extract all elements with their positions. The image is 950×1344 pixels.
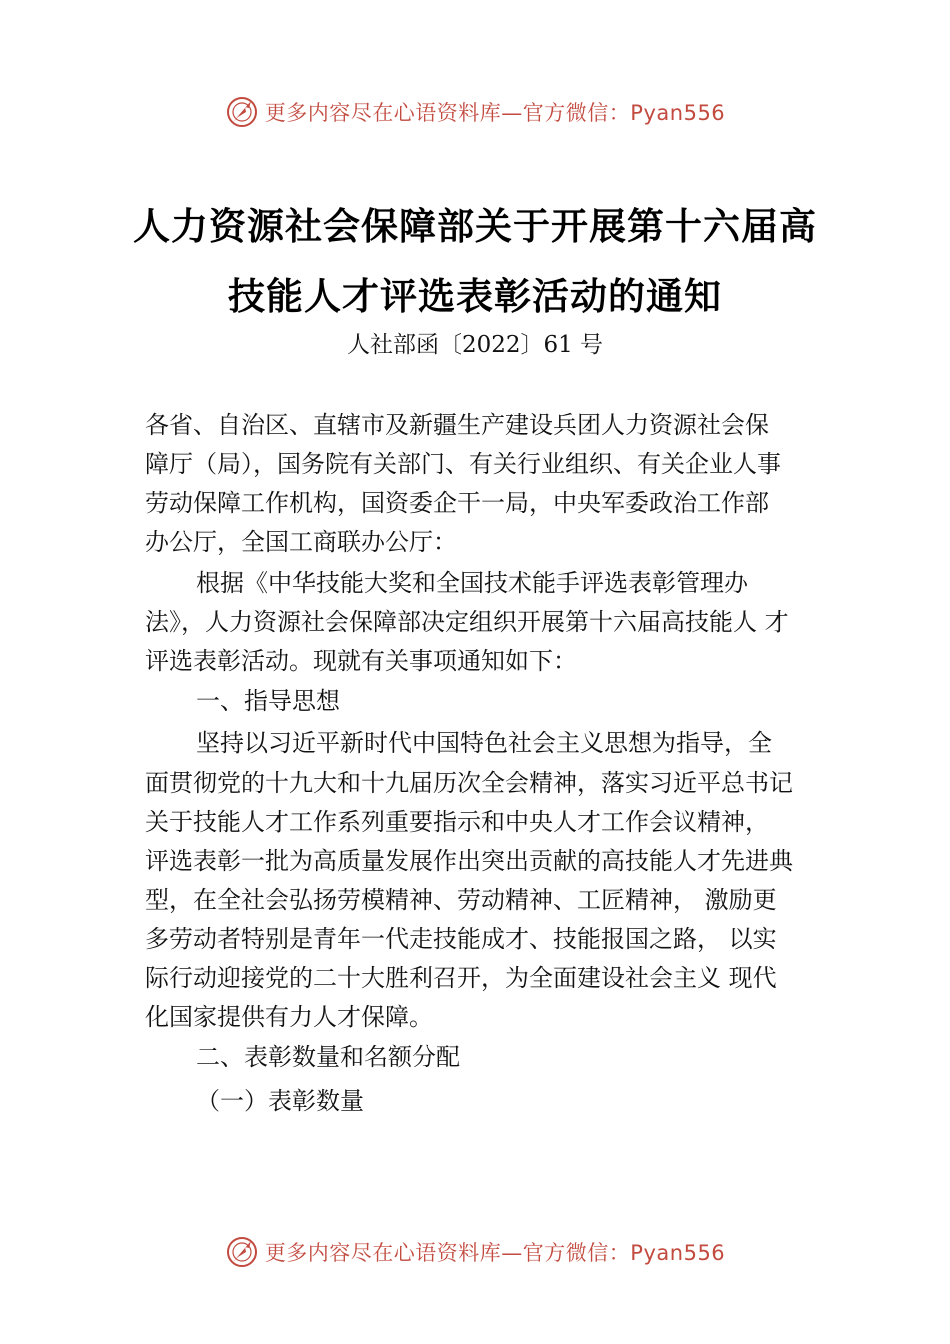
- header-watermark: [0, 92, 950, 132]
- addressee-line: 障厅（局），国务院有关部门、有关行业组织、有关企业人事: [145, 450, 781, 478]
- watermark-group: [225, 95, 725, 129]
- section1-line: 化国家提供有力人才保障。: [145, 1003, 433, 1031]
- section1-line: 多劳动者特别是青年一代走技能成才、技能报国之路， 以实: [145, 925, 777, 953]
- addressee-line: 劳动保障工作机构，国资委企干一局，中央军委政治工作部: [145, 489, 769, 517]
- quill-seal-icon: [225, 95, 259, 129]
- section1-line: 坚持以习近平新时代中国特色社会主义思想为指导，全: [196, 729, 772, 757]
- section-heading: 一、指导思想: [196, 687, 340, 715]
- quill-seal-icon: [225, 1235, 259, 1269]
- intro-line: 法》，人力资源社会保障部决定组织开展第十六届高技能人 才: [145, 608, 789, 636]
- watermark-group: [225, 1235, 725, 1269]
- document-title-line-1: 人力资源社会保障部关于开展第十六届高: [133, 204, 817, 248]
- section1-line: 评选表彰一批为高质量发展作出突出贡献的高技能人才先进典: [145, 847, 793, 875]
- addressee-line: 办公厅，全国工商联办公厅：: [145, 528, 457, 556]
- watermark-text: 更多内容尽在心语资料库—官方微信：Pyan556: [264, 101, 726, 125]
- section-heading: 二、表彰数量和名额分配: [196, 1043, 460, 1071]
- watermark-text: 更多内容尽在心语资料库—官方微信：Pyan556: [264, 1241, 726, 1265]
- footer-watermark: [0, 1232, 950, 1272]
- section1-line: 型，在全社会弘扬劳模精神、劳动精神、工匠精神， 激励更: [145, 886, 777, 914]
- document-number: 人社部函〔2022〕61 号: [346, 332, 604, 358]
- section1-line: 关于技能人才工作系列重要指示和中央人才工作会议精神，: [145, 808, 769, 836]
- intro-line: 评选表彰活动。现就有关事项通知如下：: [145, 647, 577, 675]
- section1-line: 面贯彻党的十九大和十九届历次全会精神，落实习近平总书记: [145, 769, 793, 797]
- addressee-line: 各省、自治区、直辖市及新疆生产建设兵团人力资源社会保: [145, 411, 769, 439]
- document-title-line-2: 技能人才评选表彰活动的通知: [228, 274, 722, 318]
- subsection-heading: （一）表彰数量: [196, 1087, 364, 1115]
- section1-line: 际行动迎接党的二十大胜利召开，为全面建设社会主义 现代: [145, 964, 777, 992]
- intro-line: 根据《中华技能大奖和全国技术能手评选表彰管理办: [196, 569, 748, 597]
